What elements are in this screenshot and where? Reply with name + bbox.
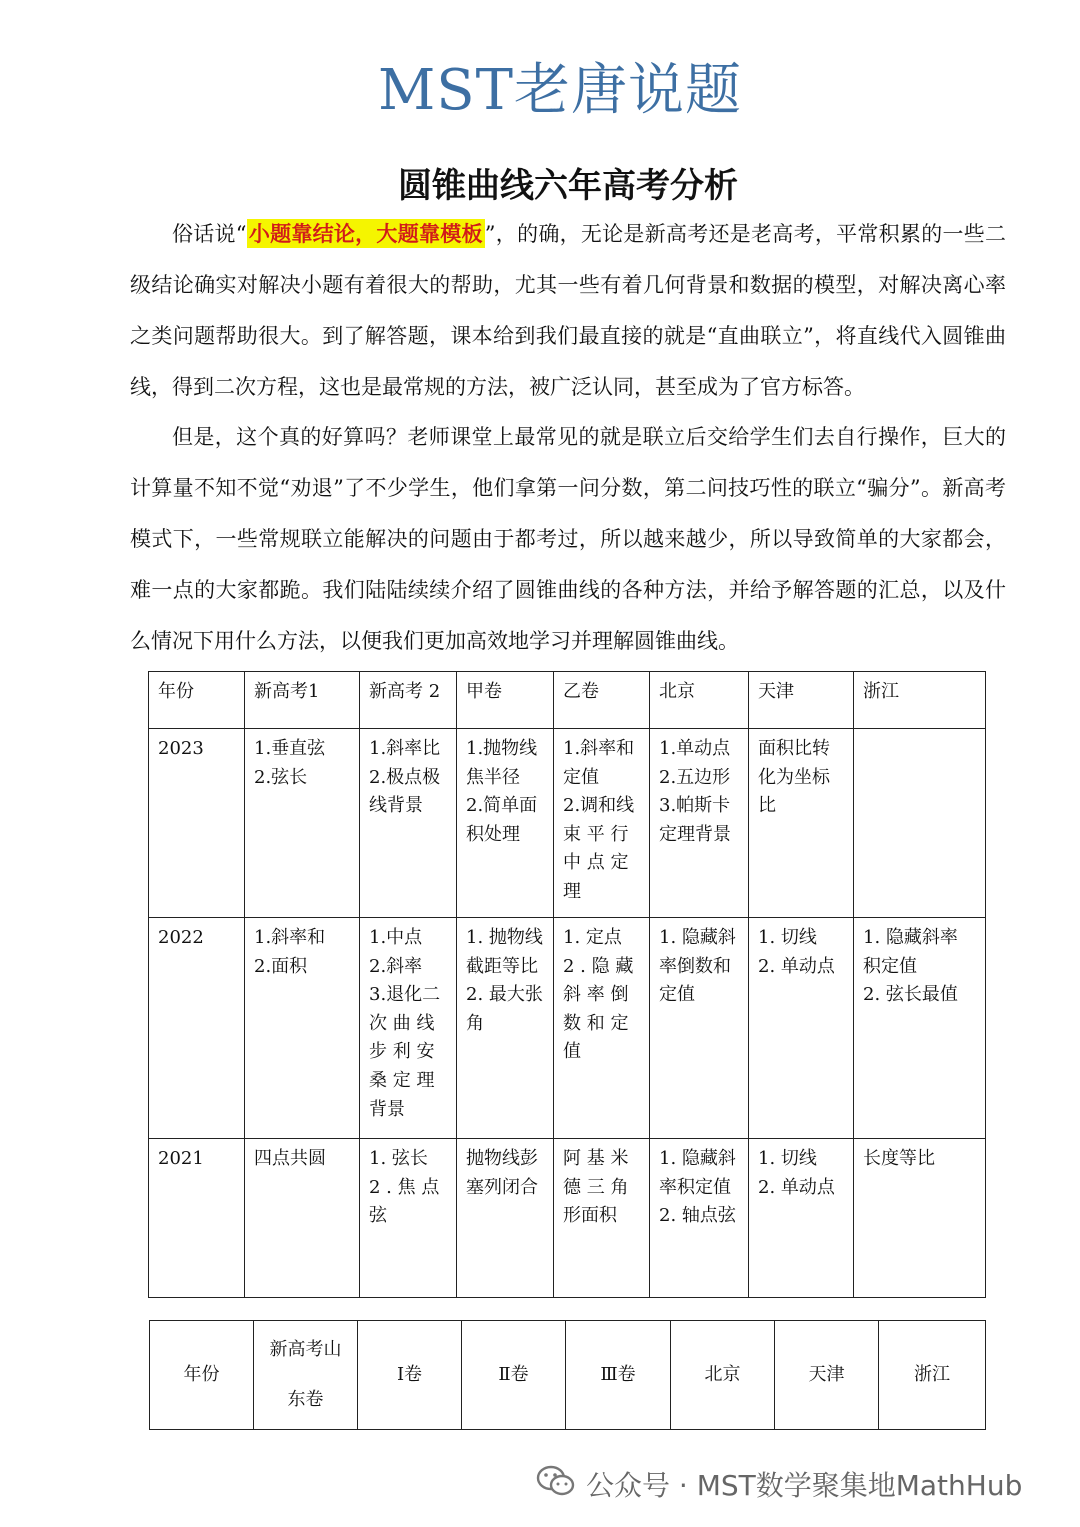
table-cell [854,729,986,918]
cell-line: 3.退化二 [369,984,441,1006]
header-cell: 浙江 [879,1321,986,1430]
cell-line: 束 平 行 [563,823,629,845]
cell-line: 1. 隐藏斜率 [863,927,958,948]
cell-line: 2. 单动点 [758,955,835,977]
table-cell [554,918,650,1139]
table-row [149,918,986,1139]
table-row [149,729,986,918]
table-cell [360,1139,457,1298]
table-cell [854,918,986,1139]
cell-line: 中 点 定 [563,852,629,874]
cell-line: 1. 隐藏斜 [659,927,736,948]
table-cell [650,1139,749,1298]
cell-line: 2. 最大张 [466,984,543,1006]
header-cell: 新高考1 [245,672,360,729]
cell-line: 化为坐标 [758,766,830,788]
footer-text: 公众号 · MST数学聚集地MathHub [586,1469,1023,1502]
cell-line: 面积比转 [758,738,830,759]
analysis-table [148,671,986,1298]
table-row [149,1139,986,1298]
cell-line: 1.斜率和 [563,738,635,759]
cell-line: 率积定值 [659,1176,731,1198]
cell-line: 值 [563,1041,581,1063]
header-cell-text: 新高考山东卷 [269,1339,342,1410]
cell-line: 长度等比 [863,1148,935,1169]
table-header-row [149,672,986,729]
year-cell: 2023 [149,729,245,918]
brand-title: MST老唐说题 [377,58,743,123]
cell-line: 德 三 角 [563,1176,629,1198]
table-cell [554,1139,650,1298]
header-cell: Ⅲ卷 [566,1321,671,1430]
cell-line: 线背景 [369,795,423,817]
cell-line: 2.面积 [254,955,308,977]
cell-line: 塞列闭合 [466,1176,538,1198]
cell-line: 2 . 隐 藏 [563,955,634,977]
header-cell: Ⅰ卷 [358,1321,462,1430]
cell-line: 2. 弦长最值 [863,984,958,1006]
table-cell [650,729,749,918]
cell-line: 2. 轴点弦 [659,1205,736,1227]
cell-line: 形面积 [563,1205,617,1227]
cell-line: 四点共圆 [254,1148,326,1169]
header-cell: 新高考 2 [360,672,457,729]
table-cell [245,1139,360,1298]
second-table-header [149,1320,986,1430]
cell-line: 2.简单面 [466,795,538,817]
cell-line: 1. 切线 [758,927,817,948]
header-cell: 甲卷 [457,672,554,729]
cell-line: 截距等比 [466,955,538,977]
cell-line: 1. 隐藏斜 [659,1148,736,1169]
header-cell: 乙卷 [554,672,650,729]
cell-line: 1. 弦长 [369,1148,428,1169]
table-cell [650,918,749,1139]
cell-line: 1. 定点 [563,927,622,948]
table-cell [749,1139,854,1298]
cell-line: 比 [758,795,776,817]
table-cell [854,1139,986,1298]
intro-paragraph [130,208,1006,413]
cell-line: 1.斜率和 [254,927,326,948]
table-cell [457,729,554,918]
cell-line: 2.调和线 [563,795,635,817]
cell-line: 定理背景 [659,823,731,845]
cell-line: 率倒数和 [659,955,731,977]
header-cell: 北京 [650,672,749,729]
cell-line: 2.斜率 [369,955,423,977]
cell-line: 桑 定 理 [369,1069,435,1091]
header-cell: 北京 [671,1321,775,1430]
cell-line: 焦半径 [466,766,520,788]
cell-line: 弦 [369,1205,387,1227]
header-cell: Ⅱ卷 [462,1321,566,1430]
cell-line: 2.极点极 [369,766,441,788]
header-cell: 年份 [149,672,245,729]
cell-line: 积处理 [466,823,520,845]
table-cell [457,918,554,1139]
cell-line: 步 利 安 [369,1041,435,1063]
header-cell: 天津 [749,672,854,729]
table-cell [749,729,854,918]
cell-line: 理 [563,880,581,902]
table-cell [245,729,360,918]
header-cell: 天津 [775,1321,879,1430]
table-cell [554,729,650,918]
table-cell [457,1139,554,1298]
cell-line: 1.斜率比 [369,738,441,759]
cell-line: 2.弦长 [254,766,308,788]
cell-line: 1. 切线 [758,1148,817,1169]
cell-line: 3.帕斯卡 [659,795,731,817]
cell-line: 2 . 焦 点 [369,1176,440,1198]
cell-line: 背景 [369,1098,405,1120]
cell-line: 定值 [563,766,599,788]
table-cell [749,918,854,1139]
intro-suffix: ”，的确，无论是新高考还是老高考，平常积累的一些二级结论确实对解决小题有着很大的帮助，尤其一些有着几何背景和数据的模型，对解决离心率之类问题帮助很大。到了解答题，课本给到我们最直接的就是“直曲联立”，将直线代入圆锥曲线，得到二次方程，这也是最常规的方法，被广泛认同，甚至成为了官方标答。 [130,222,1007,399]
cell-line: 1. 抛物线 [466,927,543,948]
cell-line: 角 [466,1012,484,1034]
second-paragraph: 但是，这个真的好算吗？老师课堂上最常见的就是联立后交给学生们去自行操作，巨大的计算量不知不觉“劝退”了不少学生，他们拿第一问分数，第二问技巧性的联立“骗分”。新高考模式下，一些常规联立能解决的问题由于都考过，所以越来越少，所以导致简单的大家都会，难一点的大家都跪。我们陆陆续续介绍了圆锥曲线的各种方法，并给予解答题的汇总，以及什么情况下用什么方法，以便我们更加高效地学习并理解圆锥曲线。 [130,425,1006,653]
cell-line: 1.垂直弦 [254,738,326,759]
cell-line: 1.抛物线 [466,738,538,759]
cell-line: 积定值 [863,955,917,977]
highlighted-quote: 小题靠结论，大题靠模板 [248,221,483,246]
cell-line: 抛物线彭 [466,1148,538,1169]
cell-line: 数 和 定 [563,1012,629,1034]
cell-line: 1.中点 [369,927,423,948]
table-cell [360,729,457,918]
table-cell [245,918,360,1139]
cell-line: 2. 单动点 [758,1176,835,1198]
table-header-row [150,1321,986,1430]
cell-line: 次 曲 线 [369,1012,435,1034]
cell-line: 1.单动点 [659,738,731,759]
header-cell: 浙江 [854,672,986,729]
year-cell: 2022 [149,918,245,1139]
cell-line: 斜 率 倒 [563,984,629,1006]
header-cell: 年份 [150,1321,254,1430]
cell-line: 2.五边形 [659,766,731,788]
cell-line: 阿 基 米 [563,1148,629,1169]
year-cell: 2021 [149,1139,245,1298]
wechat-icon [536,1464,576,1505]
cell-line: 定值 [659,984,695,1006]
page-title: 圆锥曲线六年高考分析 [398,166,738,206]
intro-prefix: 俗话说“ [172,222,247,246]
header-cell [254,1321,358,1430]
footer-watermark [536,1462,1056,1506]
table-cell [360,918,457,1139]
